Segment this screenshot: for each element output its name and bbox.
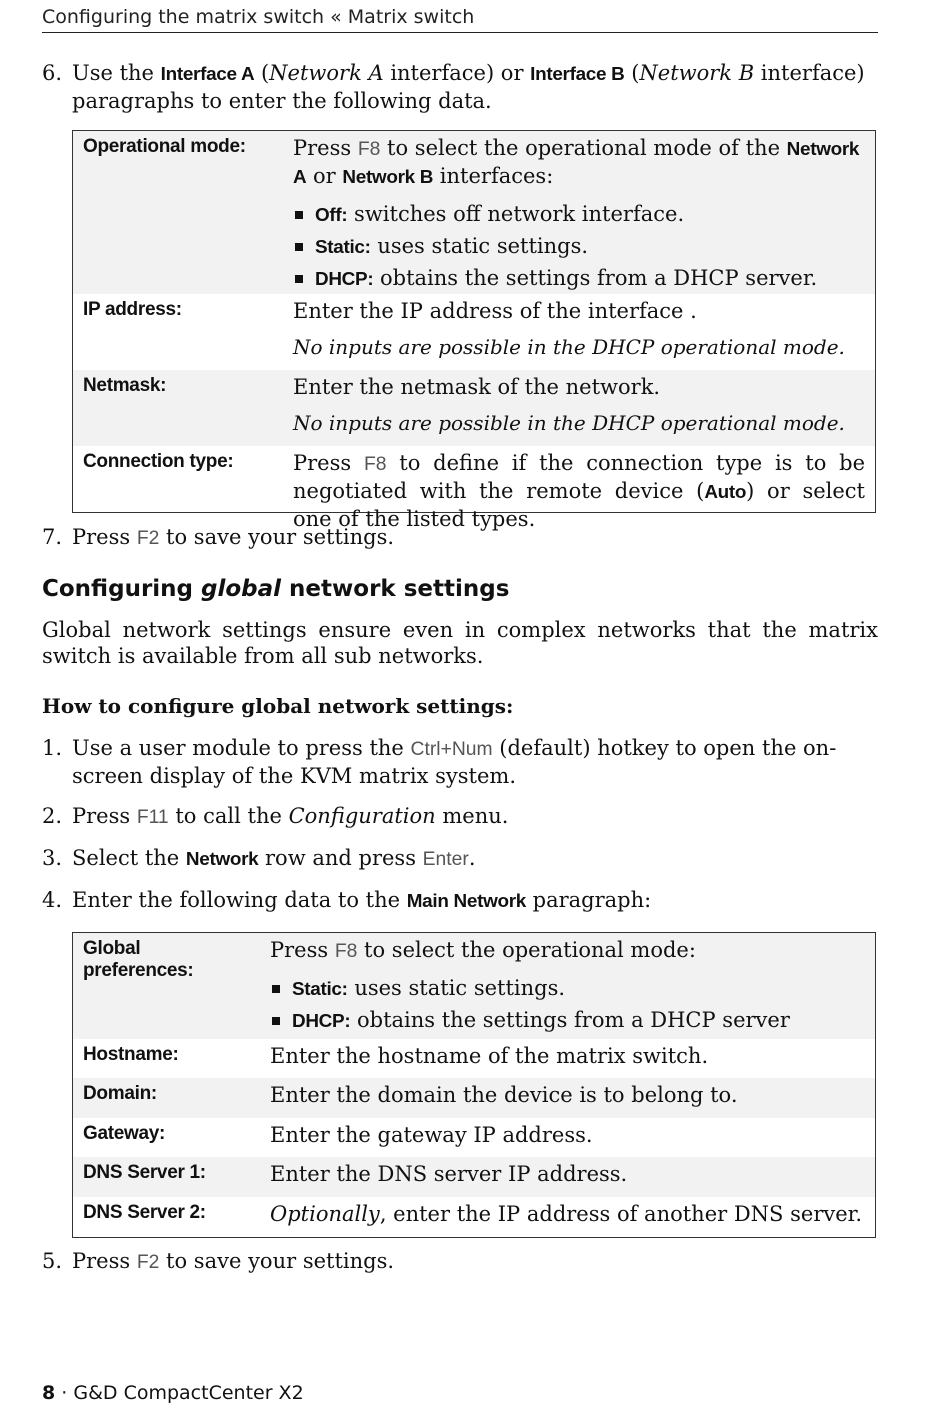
main-network-table	[72, 932, 876, 1238]
key-enter: Enter	[422, 849, 469, 870]
term-connection-type: Connection type:	[83, 451, 234, 472]
product-name: G&D CompactCenter X2	[73, 1382, 304, 1404]
list-item: DHCP: obtains the settings from a DHCP server	[270, 1007, 865, 1035]
operational-mode-options	[293, 201, 865, 293]
list-item: Off: switches off network interface.	[293, 201, 865, 229]
howto-heading: How to configure global network settings:	[42, 694, 514, 718]
row-domain: Domain: Enter the domain the device is to belong to.	[73, 1078, 875, 1118]
step-text: Use the Interface A (Network A interface) or Interface B (Network B interface) paragraphs to enter the following data.	[72, 61, 865, 113]
step-6	[42, 60, 878, 114]
page-footer: 8 · G&D CompactCenter X2	[42, 1382, 304, 1404]
row-global-preferences: Global preferences: Press F8 to select the operational mode: Static: uses static settings. DHCP: obtains the settings from a DHCP server	[73, 933, 875, 1039]
step-7: 7. Press F2 to save your settings.	[42, 525, 395, 549]
row-netmask: Netmask: Enter the netmask of the network. No inputs are possible in the DHCP operational mode.	[73, 370, 875, 446]
list-item: DHCP: obtains the settings from a DHCP server.	[293, 265, 865, 293]
desc-operational-mode: Press F8 to select the operational mode of the Network A or Network B interfaces: Off: switches off network interface. Static: uses static settings. DHCP: obtains the settings from a DHCP server.	[293, 135, 865, 293]
row-dns-server-2: DNS Server 2: Optionally, enter the IP address of another DNS server.	[83, 1202, 863, 1226]
row-hostname: Hostname: Enter the hostname of the matrix switch.	[83, 1044, 709, 1068]
key-f11: F11	[136, 807, 169, 828]
global-step-4: 4. Enter the following data to the Main Network paragraph:	[42, 888, 652, 912]
row-operational-mode	[73, 131, 875, 294]
interface-b-label: Interface B	[530, 64, 625, 85]
key-f8: F8	[357, 139, 381, 160]
global-step-3: 3. Select the Network row and press Enter.	[42, 846, 476, 870]
list-item: Static: uses static settings.	[293, 233, 865, 261]
global-step-2: 2. Press F11 to call the Configuration menu.	[42, 804, 509, 828]
page-number: 8	[42, 1382, 56, 1404]
row-connection-type: Connection type: Press F8 to define if the connection type is to be negotiated with the remote device (Auto) or select one of the listed types.	[83, 451, 865, 531]
term-operational-mode: Operational mode:	[83, 136, 246, 157]
key-f2: F2	[136, 528, 160, 549]
section-title: Configuring global network settings	[42, 576, 510, 602]
row-ip-address: IP address: Enter the IP address of the interface . No inputs are possible in the DHCP operational mode.	[83, 299, 845, 359]
key-ctrl-num: Ctrl+Num	[410, 739, 493, 760]
row-dns-server-1: DNS Server 1: Enter the DNS server IP address.	[73, 1157, 875, 1197]
global-step-5: 5. Press F2 to save your settings.	[42, 1249, 395, 1273]
list-item: Static: uses static settings.	[270, 975, 865, 1003]
term-ip-address: IP address:	[83, 299, 182, 320]
global-step-1: 1. Use a user module to press the Ctrl+Num (default) hotkey to open the on-screen display of the KVM matrix system.	[42, 736, 837, 788]
step-number: 6.	[42, 61, 63, 85]
interface-a-label: Interface A	[160, 64, 255, 85]
interface-settings-table	[72, 130, 876, 531]
global-mode-options	[270, 975, 865, 1035]
term-global-preferences: Global preferences:	[83, 938, 194, 981]
term-netmask: Netmask:	[83, 375, 167, 396]
manual-page	[42, 0, 878, 1413]
section-intro: Global network settings ensure even in complex networks that the matrix switch is available from all sub networks.	[42, 618, 878, 668]
running-header: Configuring the matrix switch « Matrix switch	[42, 4, 878, 33]
row-gateway: Gateway: Enter the gateway IP address.	[83, 1123, 593, 1147]
